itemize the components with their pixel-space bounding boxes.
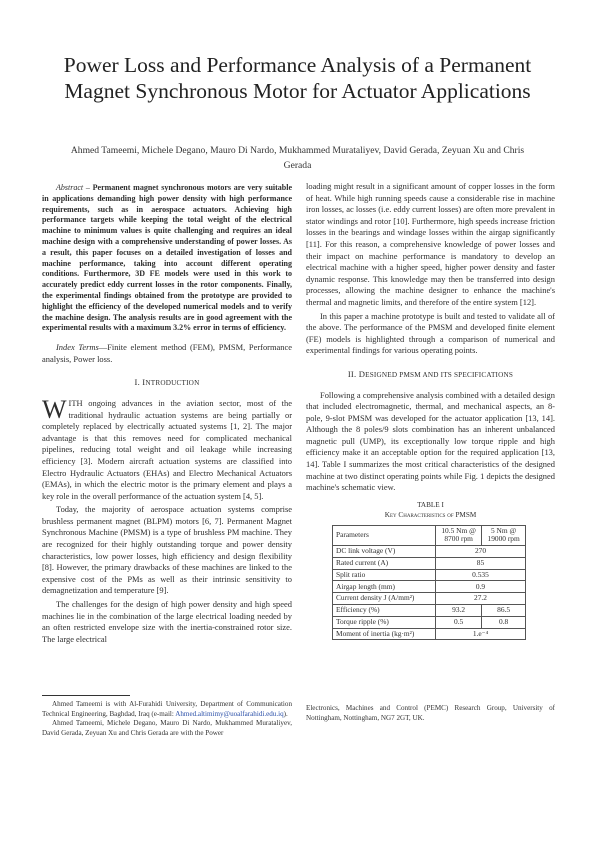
table-caption: Key Characteristics of PMSM	[384, 510, 477, 519]
abstract	[42, 183, 292, 334]
drop-cap: W	[42, 394, 67, 424]
left-column	[42, 183, 292, 647]
index-terms	[42, 342, 292, 365]
characteristics-table	[332, 525, 526, 640]
footnote-left	[42, 700, 292, 738]
table-row: Airgap length (mm) 0.9	[333, 581, 526, 593]
index-terms-label: Index Terms	[56, 342, 99, 353]
intro-paragraph-5: In this paper a machine prototype is built and tested to validate all of the above. The performance of the PMSM and developed finite element (FE) models is highlighted through a comparison of numerical and experimental findings for various operating points.	[306, 310, 555, 356]
table-row: Rated current (A) 85	[333, 557, 526, 569]
intro-paragraph-1: WITH ongoing advances in the aviation sector, most of the traditional hydraulic actuation systems are being partially or completely replaced by electrically actuated systems [1, 2]. The major advantage is that this removes need for complicated mechanical pipelines, reducing total weight and oil leakage while increasing efficiency [3]. Modern aircraft actuation systems are classified into Electro Hydraulic Actuators (EHAs) and Electro Mechanical Actuators (EMAs), in which the electric motor is the primary element and plays a key role in the overall performance of the actuation system [4, 5].	[42, 394, 292, 501]
section-heading-designed-pmsm: II. DESIGNED PMSM AND ITS SPECIFICATIONS	[347, 368, 514, 379]
intro-paragraph-2: Today, the majority of aerospace actuation systems comprise brushless permanent magnet (BLPM) motors [6, 7]. Permanent Magnet Synchronous Machine (PMSM) is a type of brushless PM machine. They are recognized for their highly outstanding torque and power density characteristics, low power losses, high efficiency and design flexibility [8]. However, the primary drawbacks of these machines are linked to the expensive cost of the PMs as well as their intrinsic sensitivity to demagnetization and temperature [9].	[42, 504, 292, 596]
table-row: DC link voltage (V) 270	[333, 546, 526, 558]
table-row: Split ratio 0.535	[333, 569, 526, 581]
section2-paragraph-1: Following a comprehensive analysis combined with a detailed design that included electromagnetic, thermal, and mechanical aspects, an 8-pole, 9-slot PMSM was developed for the actuator application [13, 14]. Although the 8 poles/9 slots combination has an inherent unbalanced magnetic pull (UMP), its exceptionally low torque ripple and high efficiency make it an acceptable option for the required application [13, 14]. Table I summarizes the most critical characteristics of the designed machine at two distinct operating points while Fig. 1 depicts the designed machine's schematic view.	[306, 389, 555, 493]
abstract-text: Permanent magnet synchronous motors are very suitable in applications demanding high power density with high performance requirements, such as in aerospace actuators. Achieving high performance targets while keeping the total weight of the electrical machine to minimum values is quite challenging and requires an ideal machine design with a comprehensive understanding of power losses. As a result, this paper focuses on a detailed investigation of losses and machine performance, taking into account different operating conditions. Furthermore, 3D FE models were used in this work to accurately predict eddy current losses in the rotor components. Finally, the experimental findings obtained from the prototype are provided to highlight the efficiency of the developed numerical models and to verify the machine design. The analysis results are in good agreement with the experimental results with a maximum 3.2% error in terms of efficiency.	[42, 183, 293, 333]
footnote-right	[306, 704, 555, 723]
right-column	[306, 181, 555, 640]
footnote-affiliation-3: Electronics, Machines and Control (PEMC) Research Group, University of Nottingham, Nottingham, NG7 2GT, UK.	[306, 704, 555, 722]
table-header-parameters: Parameters	[333, 525, 436, 545]
paper-title: Power Loss and Performance Analysis of a Permanent Magnet Synchronous Motor for Actuator Applications	[63, 53, 532, 103]
table-header-op1: 10.5 Nm @ 8700 rpm	[436, 525, 482, 545]
footnote-affiliation-1: Ahmed Tameemi is with Al-Furahidi University, Department of Communication Technical Engineering, Baghdad, Iraq (e-mail: Ahmed.altimimy@uoalfarahidi.edu.iq).	[42, 700, 292, 718]
author-email-link[interactable]: Ahmed.altimimy@uoalfarahidi.edu.iq	[175, 709, 284, 718]
table-row: Moment of inertia (kg·m²) 1.e⁻⁴	[333, 628, 526, 640]
table-row: Efficiency (%) 93.2 86.5	[333, 604, 526, 616]
index-terms-text: —Finite element method (FEM), PMSM, Performance analysis, Power loss.	[42, 342, 292, 364]
table-header-op2: 5 Nm @ 19000 rpm	[482, 525, 526, 545]
intro-paragraph-3: The challenges for the design of high power density and high speed machines lie in the combination of the large electrical loading needed by an often restricted envelope size with the inertia-constrained rotor size. The large electrical	[42, 599, 292, 644]
section-heading-introduction: I. INTRODUCTION	[134, 377, 200, 388]
table-label: TABLE I	[417, 500, 444, 509]
abstract-label: Abstract –	[56, 183, 90, 192]
intro-paragraph-4: loading might result in a significant amount of copper losses in the form of heat. While high running speeds cause a considerable rise in machine iron losses, ac losses (i.e. eddy current losses) are often more prevalent in stator windings and rotor [10]. Furthermore, high speeds increase friction losses in the bearings and windage losses within the airgap significantly [11]. For this reason, a comprehensive knowledge of power losses and their impact on machine performance is mandatory to develop an electrical machine with a higher speed, higher power density and faster dynamic response. This knowledge may then be transferred into design processes, allowing the machine designer to enhance the machine's thermal and magnetic limits, and therefore of the entire system [12].	[306, 181, 555, 307]
footnote-affiliation-2: Ahmed Tameemi, Michele Degano, Mauro Di Nardo, Mukhammed Murataliyev, David Gerada, Zeyuan Xu and Chris Gerada are with the Power	[42, 719, 292, 737]
table-row: Torque ripple (%) 0.5 0.8	[333, 616, 526, 628]
table-row: Current density J (A/mm²) 27.2	[333, 593, 526, 605]
table-header-row	[333, 525, 526, 545]
footnote-rule	[42, 695, 130, 696]
author-list: Ahmed Tameemi, Michele Degano, Mauro Di Nardo, Mukhammed Murataliyev, David Gerada, Zeyuan Xu and Chris Gerada	[70, 145, 525, 171]
